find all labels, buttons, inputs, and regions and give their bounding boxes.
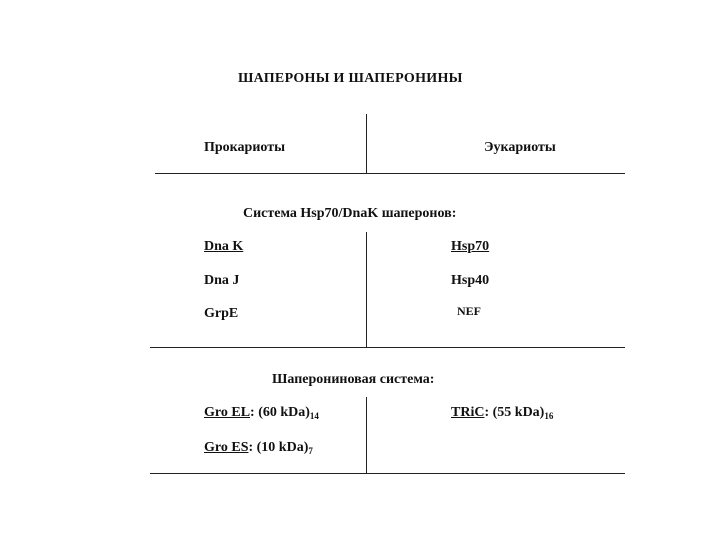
column-header-eukaryotes: Эукариоты (484, 140, 556, 155)
groes-name: Gro ES (204, 440, 249, 455)
prokaryote-groes (204, 440, 313, 456)
prokaryote-dnaj: Dna J (204, 273, 240, 288)
prokaryote-groel (204, 405, 319, 421)
section2-divider-horizontal (150, 473, 625, 474)
eukaryote-hsp40: Hsp40 (451, 273, 490, 288)
eukaryote-hsp70: Hsp70 (451, 239, 490, 254)
tric-name: TRiC (451, 405, 485, 420)
eukaryote-nef: NEF (457, 304, 481, 318)
tric-subunits: 16 (544, 411, 554, 421)
header-divider-vertical (366, 114, 367, 174)
page-title: ШАПЕРОНЫ И ШАПЕРОНИНЫ (238, 71, 463, 86)
tric-mass: : (55 kDa) (484, 405, 545, 420)
header-divider-horizontal (155, 173, 625, 174)
groel-mass: : (60 kDa) (250, 405, 310, 420)
prokaryote-grpe: GrpE (204, 306, 239, 321)
groel-name: Gro EL (204, 405, 251, 420)
section2-divider-vertical (366, 397, 367, 473)
eukaryote-tric (451, 405, 553, 421)
column-header-prokaryotes: Прокариоты (204, 140, 286, 155)
section1-divider-vertical (366, 232, 367, 348)
prokaryote-dnak: Dna K (204, 239, 244, 254)
section-heading-hsp70: Система Hsp70/DnaK шаперонов: (243, 206, 457, 221)
section1-divider-horizontal (150, 347, 625, 348)
groes-subunits: 7 (308, 446, 313, 456)
groel-subunits: 14 (309, 411, 319, 421)
groes-mass: : (10 kDa) (248, 440, 309, 455)
section-heading-chaperonin: Шаперониновая система: (272, 372, 435, 387)
